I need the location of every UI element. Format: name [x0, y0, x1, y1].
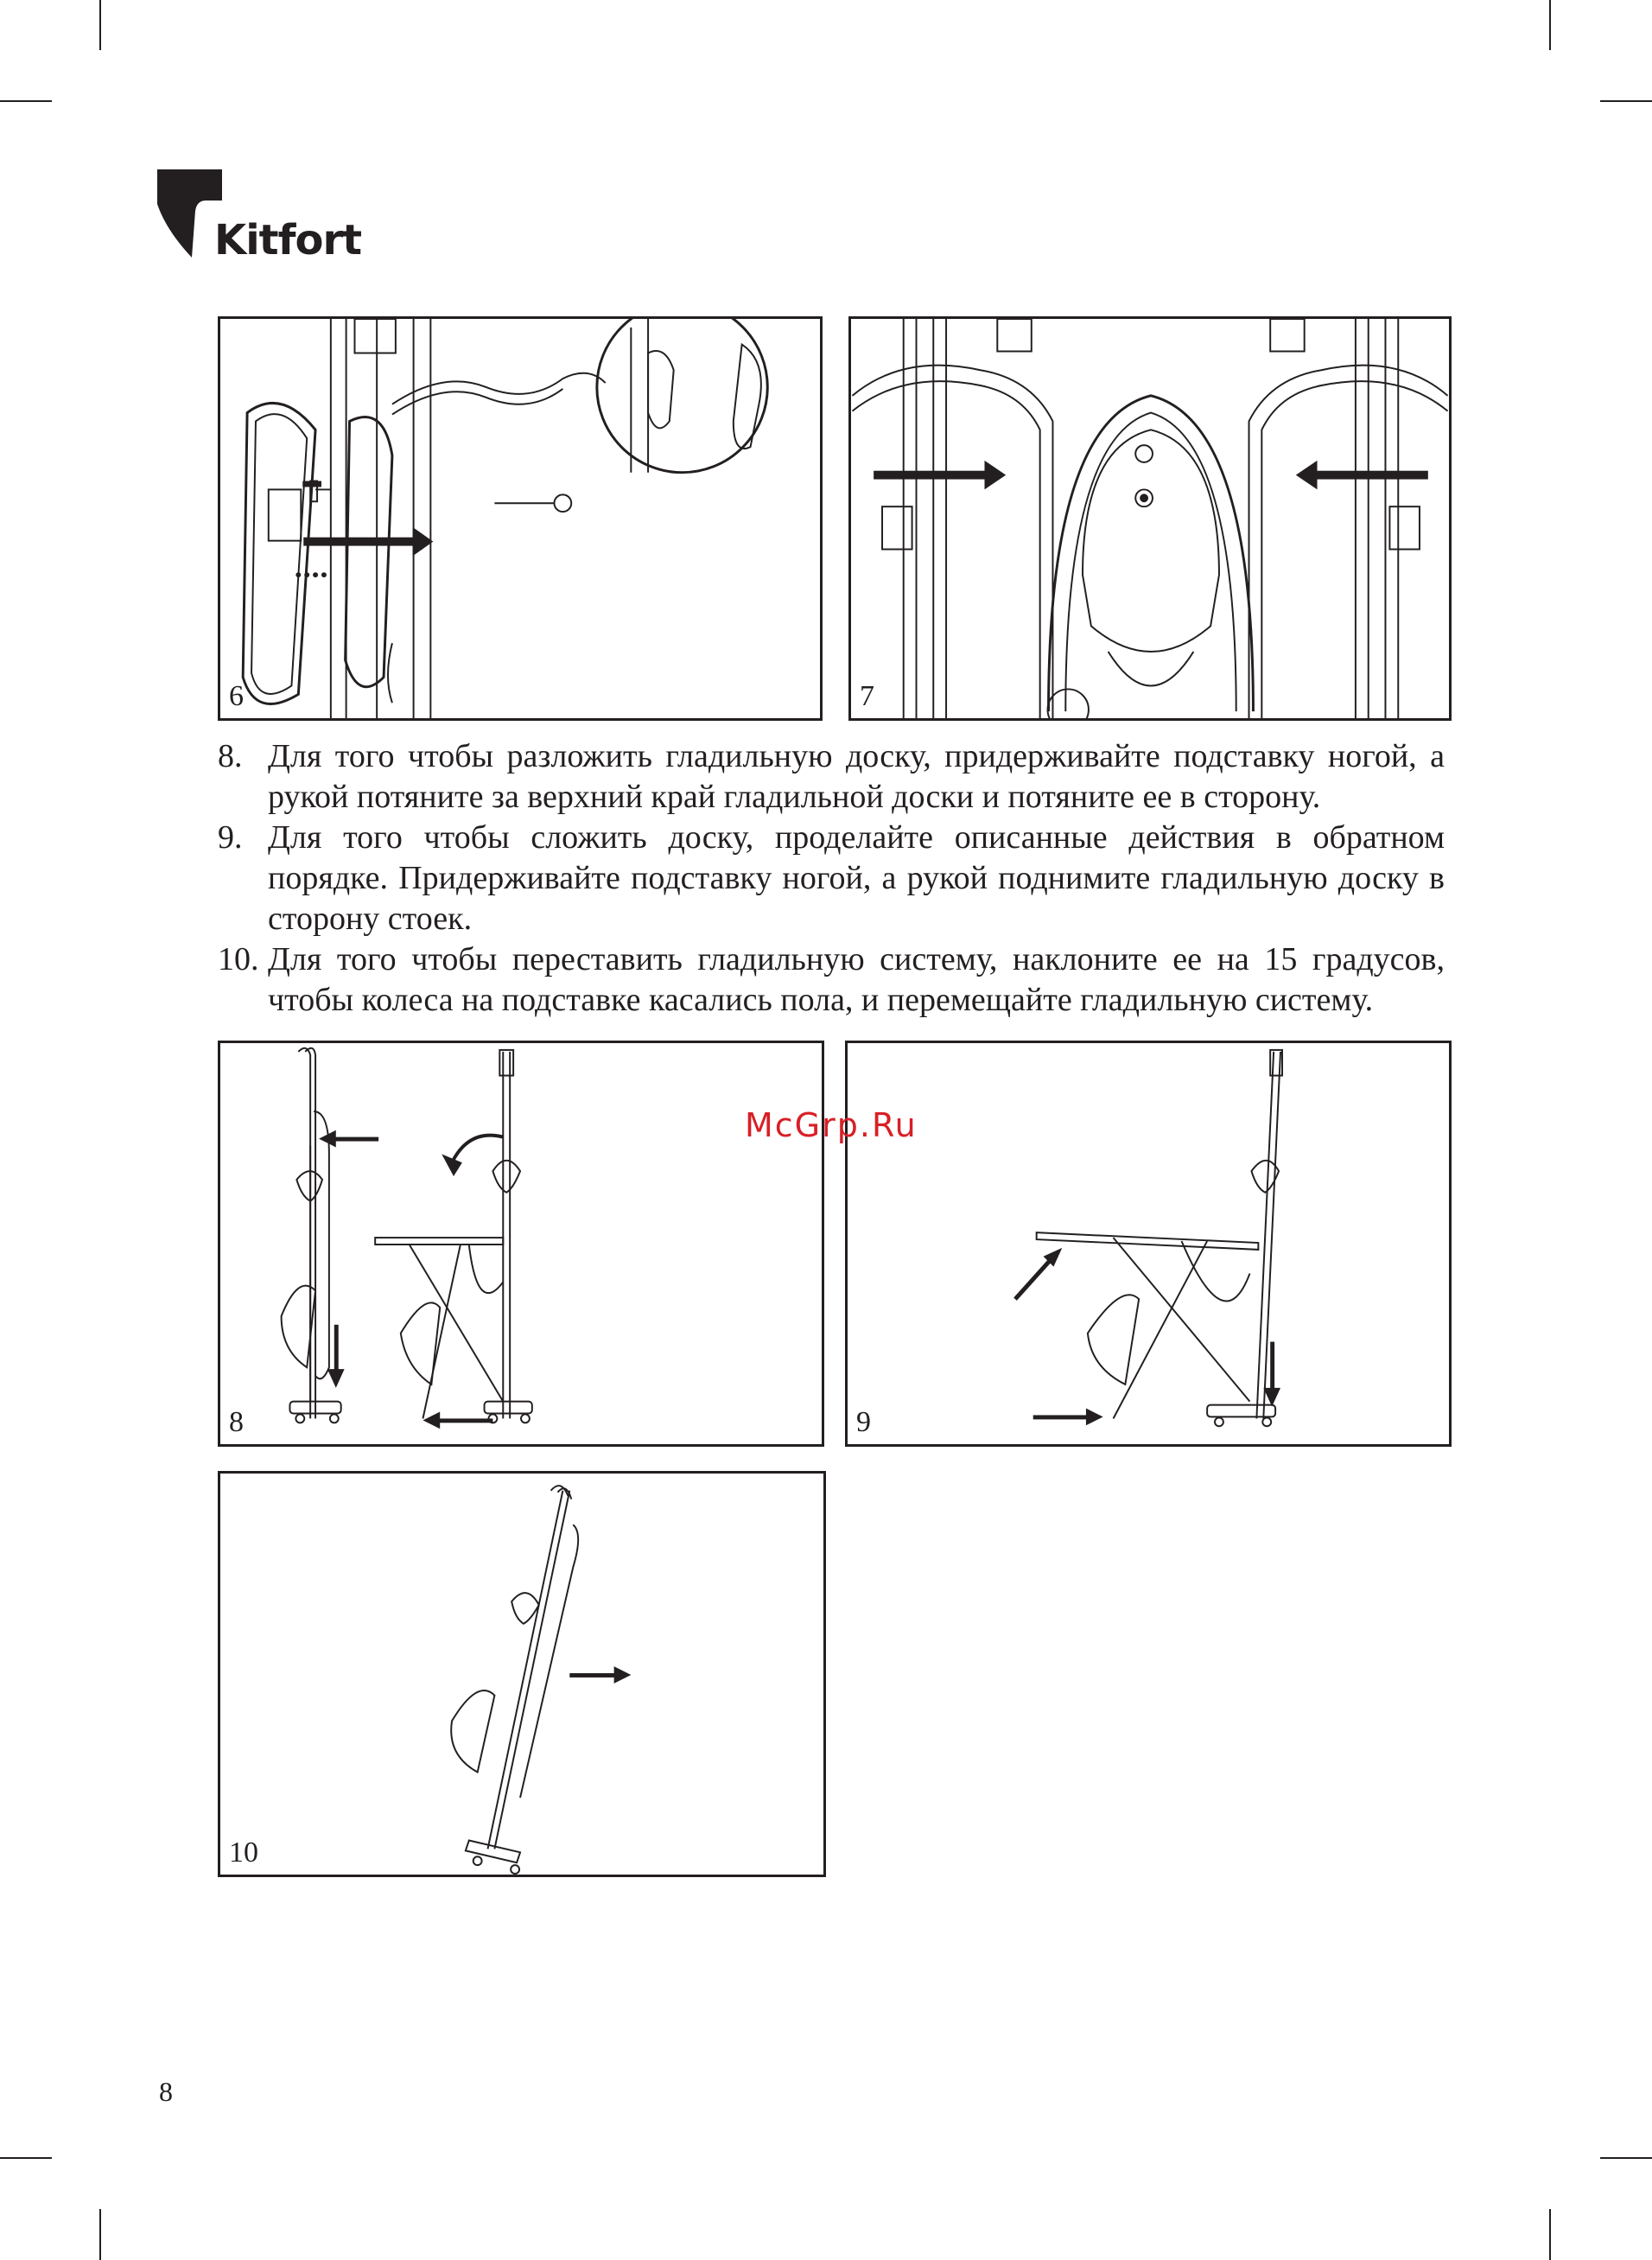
figure-10-illustration: [220, 1474, 823, 1875]
figure-number: 7: [860, 680, 874, 712]
step-text: Для того чтобы переставить гладильную систему, наклоните ее на 15 градусов, чтобы колеса на подставке касались пола, и перемещайте гладильную систему.: [268, 941, 1445, 1018]
figure-number: 9: [856, 1406, 871, 1438]
figure-6: [218, 316, 823, 721]
figure-9-illustration: [848, 1043, 1449, 1444]
step-number: 10.: [218, 941, 259, 977]
crop-mark: [1600, 100, 1652, 102]
crop-mark: [1549, 0, 1551, 50]
crop-mark: [0, 2157, 52, 2159]
list-item: [218, 939, 1445, 1021]
figure-7: [848, 316, 1452, 721]
figure-number: 8: [229, 1406, 244, 1438]
figure-9: [845, 1041, 1452, 1447]
figure-10: [218, 1471, 826, 1877]
crop-mark: [0, 100, 52, 102]
step-number: 8.: [218, 738, 243, 774]
watermark: McGrp.Ru: [745, 1106, 918, 1144]
crop-mark: [99, 0, 101, 50]
step-text: Для того чтобы сложить доску, проделайте описанные действия в обратном порядке. Придерживайте подставку ногой, а рукой поднимите гладильную доску в сторону стоек.: [268, 819, 1445, 937]
figure-8-illustration: [220, 1043, 822, 1444]
crop-mark: [1600, 2157, 1652, 2159]
brand-name: Kitfort: [214, 216, 362, 264]
figure-8: [218, 1041, 824, 1447]
figure-number: 10: [229, 1837, 258, 1868]
figure-number: 6: [229, 680, 244, 712]
step-number: 9.: [218, 819, 243, 856]
figure-7-illustration: [851, 319, 1449, 718]
step-text: Для того чтобы разложить гладильную доску, придерживайте подставку ногой, а рукой потяните за верхний край гладильной доски и потяните ее в сторону.: [268, 738, 1445, 815]
page-number: 8: [159, 2076, 173, 2107]
figure-6-illustration: [220, 319, 820, 718]
crop-mark: [1549, 2209, 1551, 2260]
list-item: [218, 736, 1445, 818]
instruction-steps: [218, 736, 1445, 1021]
crop-mark: [99, 2209, 101, 2260]
list-item: [218, 818, 1445, 939]
